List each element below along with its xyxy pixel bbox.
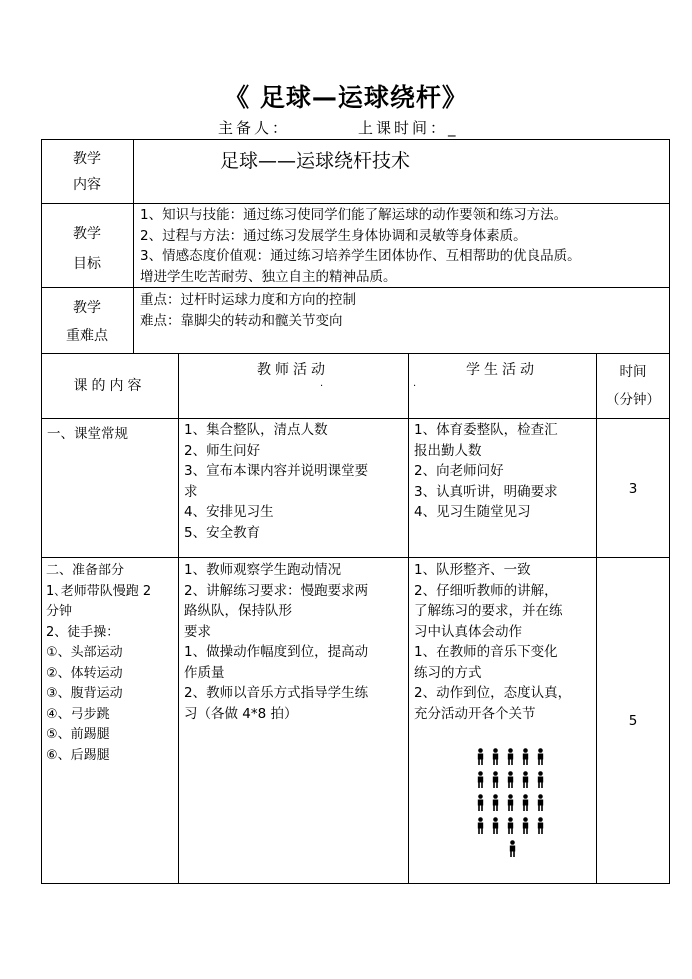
keypoints-text: 重点：过杆时运球力度和方向的控制 难点：靠脚尖的转动和髋关节变向: [140, 292, 356, 329]
student-figure-icon: [491, 771, 500, 794]
student-figure-icon: [506, 794, 515, 817]
document-title: 《 足球—运球绕杆》: [224, 83, 468, 112]
student-figure-icon: [506, 748, 515, 771]
student-figure-icon: [476, 748, 485, 771]
student-figure-icon: [491, 794, 500, 817]
student-figure-icon: [491, 817, 500, 840]
header-time: 时间 （分钟）: [606, 364, 660, 408]
class-time-label: 上课时间：_: [358, 119, 459, 137]
student-figure-icon: [536, 771, 545, 794]
student-figure-icon: [491, 748, 500, 771]
student-figure-icon: [521, 748, 530, 771]
row1-content: 一、课堂常规: [47, 426, 128, 442]
teacher-figure-icon: [508, 840, 517, 863]
formation-row: [470, 748, 580, 771]
preparer-label: 主备人：: [218, 119, 291, 137]
student-figure-icon: [506, 817, 515, 840]
formation-row: [470, 794, 580, 817]
row1-time: 3: [628, 481, 638, 497]
row2-teacher: 1、教师观察学生跑动情况 2、讲解练习要求：慢跑要求两 路纵队，保持队形 要求 1、做操动作幅度到位，提高动 作质量 2、教师以音乐方式指导学生练 习（各做 4*8 拍）: [184, 562, 369, 722]
row2-content: 二、准备部分 1､老师带队慢跑 2 分钟 2、徒手操： ①、头部运动 ②、体转运动 ③、腹背运动 ④、弓步跳 ⑤、前踢腿 ⑥、后踢腿: [46, 563, 152, 763]
formation-teacher-row: [470, 840, 580, 863]
student-figure-icon: [521, 794, 530, 817]
content-value: 足球——运球绕杆技术: [220, 150, 411, 172]
objectives-text: 1、知识与技能：通过练习使同学们能了解运球的动作要领和练习方法。 2、过程与方法：通过练习发展学生身体协调和灵敏等身体素质。 3、情感态度价值观：通过练习培养学生团体协作、互相帮助的优良品质。 增进学生吃苦耐劳、独立自主的精神品质。: [140, 207, 581, 285]
objectives-label: 教学 目标: [73, 226, 101, 272]
student-figure-icon: [536, 794, 545, 817]
formation-diagram: [470, 748, 580, 863]
header-teacher: 教师活动: [257, 362, 329, 378]
student-figure-icon: [521, 771, 530, 794]
header-content: 课的内容: [73, 378, 146, 394]
student-figure-icon: [506, 771, 515, 794]
student-figure-icon: [476, 771, 485, 794]
row2-time: 5: [628, 713, 638, 729]
row1-teacher: 1、集合整队，清点人数 2、师生问好 3、宣布本课内容并说明课堂要 求 4、安排见习生 5、安全教育: [184, 422, 369, 541]
student-figure-icon: [536, 817, 545, 840]
formation-row: [470, 771, 580, 794]
row2-student: 1、队形整齐、一致 2、仔细听教师的讲解， 了解练习的要求，并在练 习中认真体会动作 1、在教师的音乐下变化 练习的方式 2、动作到位，态度认真， 充分活动开各个关节: [414, 562, 572, 722]
header-student: 学生活动: [466, 362, 538, 378]
formation-row: [470, 817, 580, 840]
student-figure-icon: [521, 817, 530, 840]
keypoints-label: 教学 重难点: [66, 300, 108, 344]
student-figure-icon: [536, 748, 545, 771]
student-figure-icon: [476, 794, 485, 817]
student-figure-icon: [476, 817, 485, 840]
content-label: 教学 内容: [73, 151, 101, 193]
row1-student: 1、体育委整队，检查汇 报出勤人数 2、向老师问好 3、认真听讲，明确要求 4、见习生随堂见习: [414, 422, 558, 520]
